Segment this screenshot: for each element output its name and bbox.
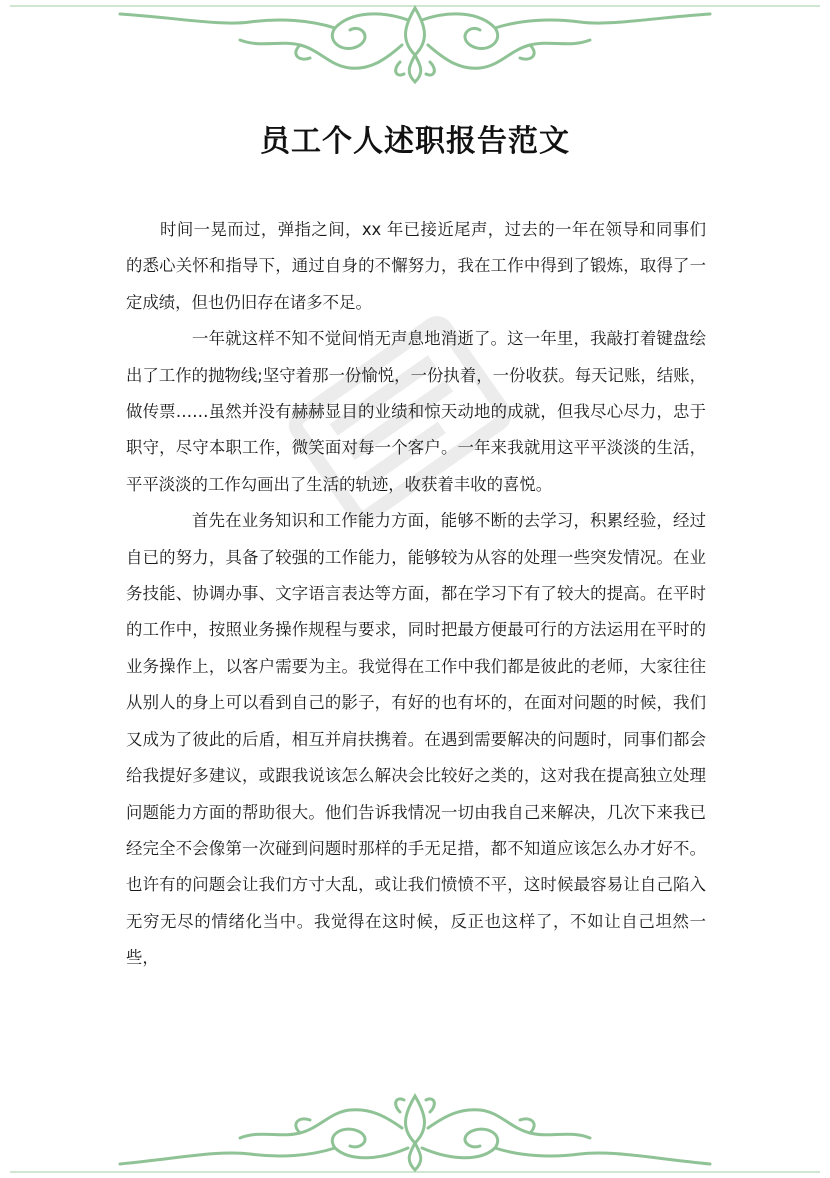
document-title: 员工个人述职报告范文 [260,124,570,159]
paragraph: 首先在业务知识和工作能力方面，能够不断的去学习，积累经验，经过自已的努力，具备了较强的工作能力，能够较为从容的处理一些突发情况。在业务技能、协调办事、文字语言表达等方面，都在学习下有了较大的提高。在平时的工作中，按照业务操作规程与要求，同时把最方便最可行的方法运用在平时的业务操作上，以客户需要为主。我觉得在工作中我们都是彼此的老师，大家往往从别人的身上可以看到自己的影子，有好的也有坏的，在面对问题的时候，我们又成为了彼此的后盾，相互并肩扶携着。在遇到需要解决的问题时，同事们都会给我提好多建议，或跟我说该怎么解决会比较好之类的，这对我在提高独立处理问题能力方面的帮助很大。他们告诉我情况一切由我自己来解决，几次下来我已经完全不会像第一次碰到问题时那样的手无足措，都不知道应该怎么办才好不。也许有的问题会让我们方寸大乱，或让我们愤愤不平，这时候最容易让自己陷入无穷无尽的情绪化当中。我觉得在这时候，反正也这样了，不如让自己坦然一些， [126,511,706,968]
bottom-ornament [0,1088,830,1178]
document-body [126,212,706,977]
paragraph: 一年就这样不知不觉间悄无声息地消逝了。这一年里，我敲打着键盘绘出了工作的抛物线;坚守着那一份愉悦，一份执着，一份收获。每天记账，结账，做传票……虽然并没有赫赫显目的业绩和惊天动地的成就，但我尽心尽力，忠于职守，尽守本职工作，微笑面对每一个客户。一年来我就用这平平淡淡的生活，平平淡淡的工作勾画出了生活的轨迹，收获着丰收的喜悦。 [126,329,706,494]
top-ornament [0,0,830,90]
paragraph: 时间一晃而过，弹指之间，xx 年已接近尾声，过去的一年在领导和同事们的悉心关怀和指导下，通过自身的不懈努力，我在工作中得到了锻炼，取得了一定成绩，但也仍旧存在诸多不足。 [126,220,706,312]
